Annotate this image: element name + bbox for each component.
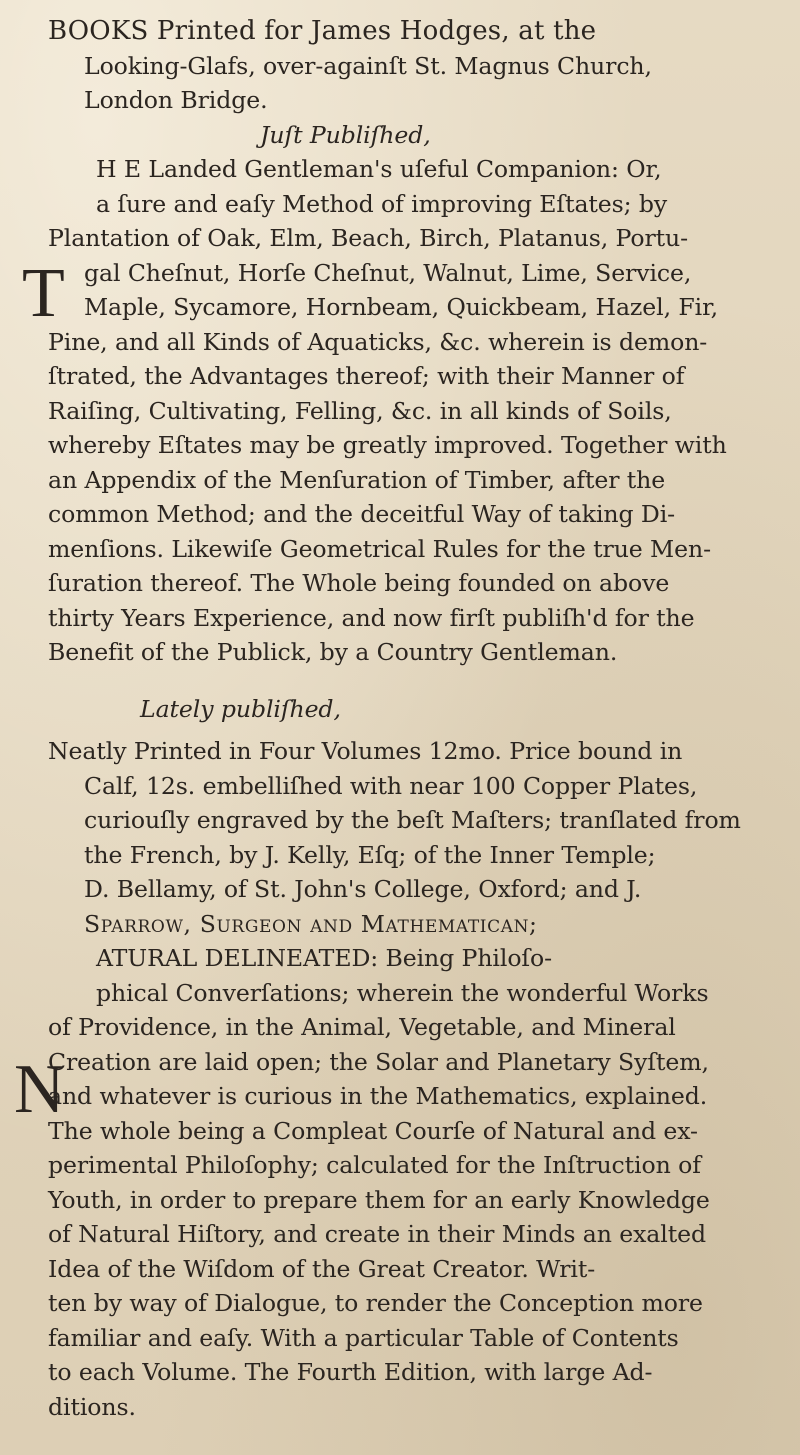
section2-intro-line: D. Bellamy, of St. John's College, Oxford; and J. — [84, 875, 642, 903]
section-gap — [48, 726, 770, 734]
section1-line: ſuration thereof. The Whole being founded on above — [48, 569, 670, 597]
section2-line: ditions. — [48, 1392, 136, 1421]
section2-intro-line: curiouſly engraved by the beſt Maſters; tranſlated from — [84, 806, 741, 834]
section1-line: menſions. Likewiſe Geometrical Rules for the true Men- — [48, 534, 711, 563]
section2-intro — [48, 734, 770, 941]
section2-line: and whatever is curious in the Mathematics, explained. — [48, 1082, 708, 1110]
section2-line: phical Converſations; wherein the wonderful Works — [96, 978, 709, 1007]
section2-line: Creation are laid open; the Solar and Planetary Syſtem, — [48, 1047, 709, 1076]
advertisement-text — [48, 14, 770, 1424]
header-line-1: BOOKS Printed for James Hodges, at the — [48, 16, 597, 46]
section1-body — [48, 152, 770, 670]
section1-line: thirty Years Experience, and now firſt publiſh'd for the — [48, 603, 695, 632]
section2-line: of Providence, in the Animal, Vegetable, and Mineral — [48, 1013, 676, 1041]
header-line-2: Looking-Glafs, over-againſt St. Magnus Church, — [84, 51, 652, 80]
section1-line: common Method; and the deceitful Way of taking Di- — [48, 500, 676, 528]
drop-cap-n: N — [14, 1051, 65, 1128]
section2-line: perimental Philoſophy; calculated for the Inſtruction of — [48, 1151, 701, 1179]
section1-line: a ſure and eaſy Method of improving Eſtates; by — [96, 189, 668, 218]
section1-line: ſtrated, the Advantages thereof; with their Manner of — [48, 362, 685, 390]
section2-line: Youth, in order to prepare them for an early Knowledge — [48, 1185, 710, 1214]
section-gap — [48, 670, 770, 692]
section1-line: Benefit of the Publick, by a Country Gentleman. — [48, 638, 618, 666]
section2-line: of Natural Hiſtory, and create in their Minds an exalted — [48, 1220, 706, 1248]
section1-line: H E Landed Gentleman's uſeful Companion: Or, — [96, 155, 662, 183]
section2-intro-line: Sparrow, Surgeon and Mathematican; — [84, 909, 538, 938]
section2-line: The whole being a Compleat Courſe of Natural and ex- — [48, 1116, 698, 1145]
section2-line: ATURAL DELINEATED: Being Philoſo- — [96, 944, 553, 972]
section2-intro-line: Calf, 12s. embelliſhed with near 100 Copper Plates, — [84, 771, 698, 800]
section1-subtitle: Juſt Publiſhed, — [260, 120, 431, 149]
section1-line: Maple, Sycamore, Hornbeam, Quickbeam, Hazel, Fir, — [84, 293, 719, 321]
section2-body — [48, 941, 770, 1424]
header-line-3: London Bridge. — [84, 86, 268, 114]
section1-line: Pine, and all Kinds of Aquaticks, &c. wherein is demon- — [48, 327, 708, 356]
section2-line: ten by way of Dialogue, to render the Conception more — [48, 1289, 703, 1317]
section1-line: Plantation of Oak, Elm, Beach, Birch, Platanus, Portu- — [48, 224, 688, 252]
section1-line: Raiſing, Cultivating, Felling, &c. in all kinds of Soils, — [48, 396, 672, 425]
section1-line: an Appendix of the Menſuration of Timber, after the — [48, 465, 666, 494]
section2-line: familiar and eaſy. With a particular Table of Contents — [48, 1323, 679, 1352]
section2-subtitle: Lately publiſhed, — [140, 694, 341, 723]
section2-line: to each Volume. The Fourth Edition, with large Ad- — [48, 1358, 653, 1386]
section2-intro-line: the French, by J. Kelly, Eſq; of the Inner Temple; — [84, 840, 656, 869]
section1-line: gal Cheſnut, Horſe Cheſnut, Walnut, Lime, Service, — [84, 258, 692, 287]
drop-cap-t: T — [22, 255, 65, 332]
section2-intro-line: Neatly Printed in Four Volumes 12mo. Price bound in — [48, 737, 683, 765]
section2-line: Idea of the Wiſdom of the Great Creator. Writ- — [48, 1254, 596, 1283]
section1-line: whereby Eſtates may be greatly improved. Together with — [48, 431, 727, 459]
